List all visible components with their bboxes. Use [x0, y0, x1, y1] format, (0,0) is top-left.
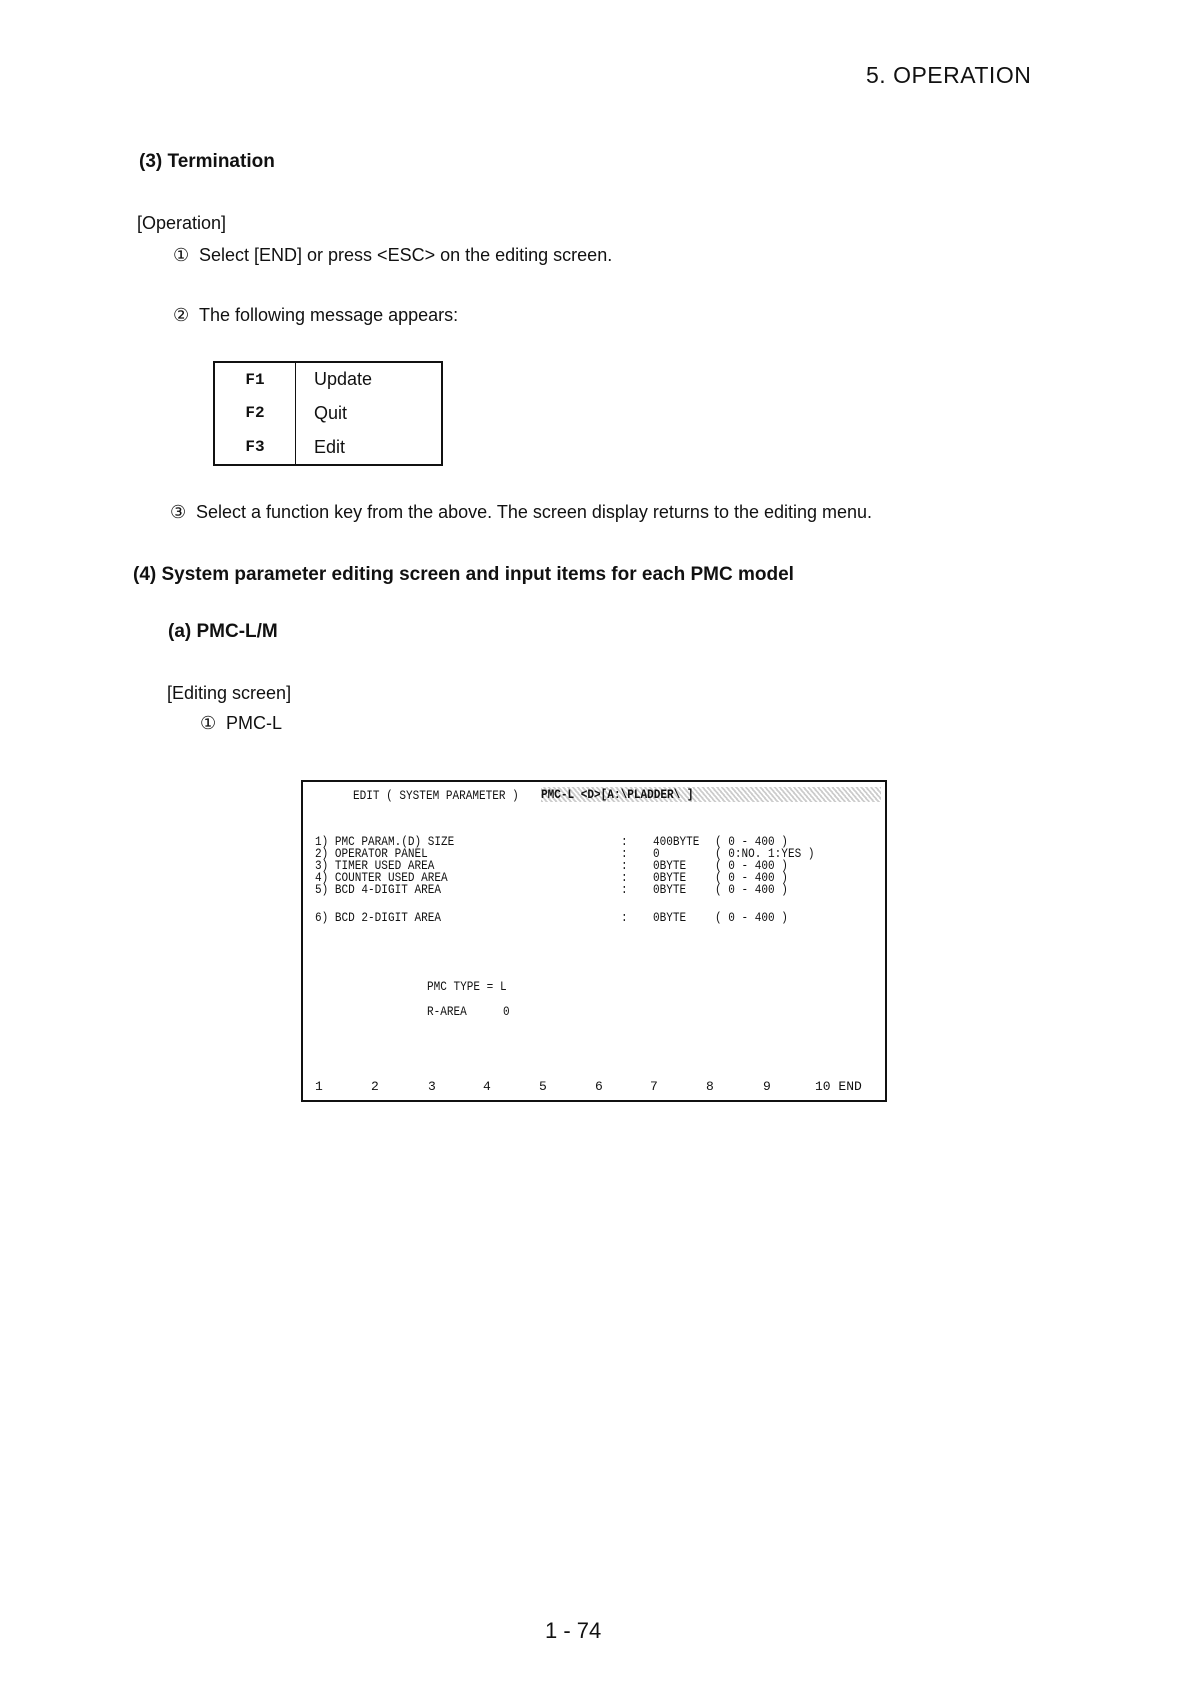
key-name: F1 — [214, 362, 296, 397]
system-parameter-heading: (4) System parameter editing screen and input items for each PMC model — [133, 564, 794, 585]
param-range: ( 0 - 400 ) — [715, 910, 788, 925]
step-number: ③ — [170, 502, 187, 522]
param-range: ( 0 - 400 ) — [715, 858, 788, 873]
param-value: 0 — [653, 846, 660, 861]
param-separator: : — [621, 834, 628, 849]
function-key-9: 9 — [763, 1079, 771, 1094]
function-key-5: 5 — [539, 1079, 547, 1094]
function-key-3: 3 — [428, 1079, 436, 1094]
step-3 — [170, 502, 872, 523]
param-separator: : — [621, 882, 628, 897]
pmc-lm-heading: (a) PMC-L/M — [168, 621, 278, 642]
page-number: 1 - 74 — [545, 1618, 602, 1643]
param-separator: : — [621, 870, 628, 885]
param-range: ( 0:NO. 1:YES ) — [715, 846, 815, 861]
key-row — [214, 397, 442, 430]
param-label: 4) COUNTER USED AREA — [315, 870, 448, 885]
key-row — [214, 430, 442, 465]
function-key-8: 8 — [706, 1079, 714, 1094]
function-key-6: 6 — [595, 1079, 603, 1094]
editing-screen-label: [Editing screen] — [167, 683, 292, 703]
step-text: The following message appears: — [199, 305, 459, 325]
key-label: Quit — [296, 397, 443, 430]
key-name: F3 — [214, 430, 296, 465]
param-separator: : — [621, 846, 628, 861]
screen-status-band: PMC-L <D>[A:\PLADDER\ ] — [541, 787, 881, 802]
step-1 — [173, 245, 612, 266]
function-key-10: 10 END — [815, 1079, 862, 1094]
param-value: 400BYTE — [653, 834, 700, 849]
step-text: Select [END] or press <ESC> on the editing screen. — [199, 245, 613, 265]
param-value: 0BYTE — [653, 910, 687, 925]
key-row — [214, 362, 442, 397]
param-separator: : — [621, 858, 628, 873]
function-key-table — [213, 361, 443, 466]
param-label: 3) TIMER USED AREA — [315, 858, 435, 873]
function-key-1: 1 — [315, 1079, 323, 1094]
r-area-label: R-AREA — [427, 1004, 467, 1019]
pmc-l-item — [200, 713, 282, 734]
item-number: ① — [200, 713, 217, 733]
item-text: PMC-L — [226, 713, 283, 733]
param-label: 1) PMC PARAM.(D) SIZE — [315, 834, 455, 849]
key-label: Edit — [296, 430, 443, 465]
param-separator: : — [621, 910, 628, 925]
step-number: ① — [173, 245, 190, 265]
r-area-value: 0 — [503, 1004, 510, 1019]
param-range: ( 0 - 400 ) — [715, 882, 788, 897]
key-label: Update — [296, 362, 443, 397]
param-value: 0BYTE — [653, 858, 687, 873]
editing-screen-capture — [301, 780, 887, 1102]
param-value: 0BYTE — [653, 870, 687, 885]
pmc-type: PMC TYPE = L — [427, 979, 507, 994]
key-name: F2 — [214, 397, 296, 430]
step-text: Select a function key from the above. The screen display returns to the editing menu. — [196, 502, 873, 522]
function-key-2: 2 — [371, 1079, 379, 1094]
param-range: ( 0 - 400 ) — [715, 870, 788, 885]
param-value: 0BYTE — [653, 882, 687, 897]
function-key-4: 4 — [483, 1079, 491, 1094]
operation-label: [Operation] — [137, 213, 227, 233]
screen-title: EDIT ( SYSTEM PARAMETER ) — [353, 788, 519, 803]
param-label: 2) OPERATOR PANEL — [315, 846, 428, 861]
param-label: 5) BCD 4-DIGIT AREA — [315, 882, 441, 897]
param-label: 6) BCD 2-DIGIT AREA — [315, 910, 441, 925]
section-header: 5. OPERATION — [866, 62, 1032, 88]
termination-heading: (3) Termination — [139, 151, 275, 172]
step-2 — [173, 305, 458, 326]
param-range: ( 0 - 400 ) — [715, 834, 788, 849]
function-key-7: 7 — [650, 1079, 658, 1094]
step-number: ② — [173, 305, 190, 325]
